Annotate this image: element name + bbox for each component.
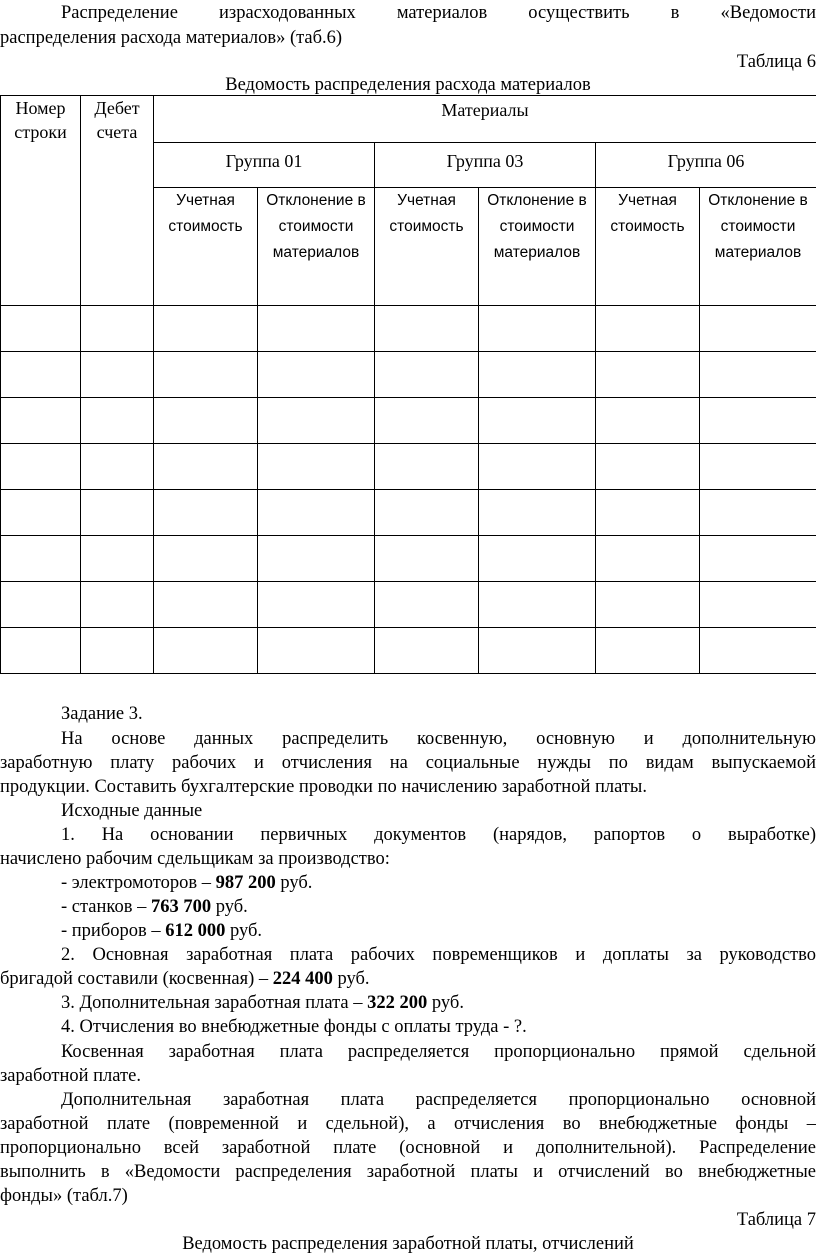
table-cell [81, 444, 154, 490]
table6-title: Ведомость распределения расхода материалов [225, 75, 591, 95]
header-group-01: Группа 01 [154, 143, 375, 188]
task3-heading: Задание 3. [61, 704, 143, 724]
table-cell [1, 306, 81, 352]
table-cell [81, 628, 154, 674]
devices-currency: руб. [225, 921, 263, 941]
task3-item2-line2 [0, 968, 816, 991]
table-cell [81, 582, 154, 628]
table-cell [596, 352, 700, 398]
task3-item1-line1: 1. На основании первичных документов (нарядов, рапортов о выработке) [61, 825, 816, 845]
table-cell [154, 490, 258, 536]
item3-value: 322 200 [367, 993, 428, 1013]
table-cell [154, 352, 258, 398]
table-cell [81, 398, 154, 444]
devices-label: - приборов – [61, 921, 166, 941]
table-row [1, 306, 816, 352]
header-group-03: Группа 03 [375, 143, 596, 188]
table-body [1, 306, 816, 674]
task3-p1-line2: заработную плату рабочих и отчисления на социальные нужды по видам выпускаемой [0, 753, 816, 773]
table-cell [258, 582, 375, 628]
table-cell [375, 490, 479, 536]
table-cell [596, 490, 700, 536]
table-cell [375, 398, 479, 444]
table-cell [700, 306, 816, 352]
table-cell [479, 444, 596, 490]
task3-item4: 4. Отчисления во внебюджетные фонды с оплаты труда - ?. [61, 1017, 527, 1037]
table-cell [154, 444, 258, 490]
header-cost-06: Учетная стоимость [596, 188, 700, 306]
table-cell [258, 398, 375, 444]
motors-currency: руб. [275, 873, 313, 893]
table-cell [700, 352, 816, 398]
devices-value: 612 000 [165, 921, 226, 941]
item3-label: 3. Дополнительная заработная плата – [61, 993, 368, 1013]
table-cell [258, 490, 375, 536]
task3-p2-line2: заработной плате. [0, 1066, 141, 1086]
machines-line [0, 896, 816, 919]
table-cell [375, 536, 479, 582]
table-cell [258, 444, 375, 490]
table-cell [700, 398, 816, 444]
task3-item1-line2: начислено рабочим сдельщикам за производство: [0, 849, 390, 869]
table-row [1, 582, 816, 628]
task3-p3-line1: Дополнительная заработная плата распределяется пропорционально основной [61, 1090, 816, 1110]
header-row-number: Номер строки [1, 96, 81, 306]
materials-distribution-table [0, 95, 816, 674]
table-row [1, 352, 816, 398]
task3-p2-line1: Косвенная заработная плата распределяется пропорционально прямой сдельной [61, 1042, 816, 1062]
table-cell [1, 582, 81, 628]
table7-title: Ведомость распределения заработной платы, отчислений [182, 1234, 634, 1254]
header-group-06: Группа 06 [596, 143, 816, 188]
intro-line-2: распределения расхода материалов» (таб.6) [0, 28, 343, 48]
header-materials: Материалы [154, 96, 816, 143]
table-cell [700, 490, 816, 536]
table-cell [154, 306, 258, 352]
task3-p3-line2: заработной плате (повременной и сдельной), а отчисления во внебюджетные фонды – [0, 1114, 816, 1134]
table-cell [596, 306, 700, 352]
table-cell [375, 582, 479, 628]
table-cell [700, 536, 816, 582]
header-deviation-03: Отклонение в стоимости материалов [479, 188, 596, 306]
table-cell [1, 352, 81, 398]
table-cell [1, 490, 81, 536]
table-cell [81, 536, 154, 582]
table-row [1, 398, 816, 444]
table-row [1, 536, 816, 582]
table-cell [81, 306, 154, 352]
motors-value: 987 200 [215, 873, 276, 893]
table-cell [258, 628, 375, 674]
table-cell [700, 582, 816, 628]
item2-currency: руб. [332, 969, 370, 989]
task3-p1-line1: На основе данных распределить косвенную, основную и дополнительную [61, 729, 816, 749]
table-cell [596, 444, 700, 490]
table-cell [596, 582, 700, 628]
task3-p1-line3: продукции. Составить бухгалтерские проводки по начислению заработной платы. [0, 777, 647, 797]
table-cell [154, 398, 258, 444]
table-cell [258, 352, 375, 398]
table-cell [375, 352, 479, 398]
table-row [1, 490, 816, 536]
motors-label: - электромоторов – [61, 873, 216, 893]
item2-value: 224 400 [272, 969, 333, 989]
table-cell [596, 628, 700, 674]
table-cell [700, 444, 816, 490]
devices-line [0, 920, 816, 943]
table-cell [596, 536, 700, 582]
task3-item3 [0, 992, 816, 1015]
item3-currency: руб. [427, 993, 464, 1013]
table-cell [479, 582, 596, 628]
table-cell [1, 628, 81, 674]
machines-currency: руб. [211, 897, 248, 917]
table-cell [258, 536, 375, 582]
task3-source: Исходные данные [61, 801, 203, 821]
table-cell [700, 628, 816, 674]
header-cost-03: Учетная стоимость [375, 188, 479, 306]
table-cell [1, 444, 81, 490]
table-cell [81, 490, 154, 536]
header-debit-account: Дебет счета [81, 96, 154, 306]
item2-label: бригадой составили (косвенная) – [0, 969, 273, 989]
table-cell [154, 582, 258, 628]
table-cell [154, 628, 258, 674]
table-cell [479, 398, 596, 444]
table-row [1, 628, 816, 674]
table-cell [1, 398, 81, 444]
task3-p3-line3: пропорционально всей заработной плате (основной и дополнительной). Распределение [0, 1138, 816, 1158]
motors-line [0, 872, 816, 895]
table-cell [375, 628, 479, 674]
task3-item2-line1: 2. Основная заработная плата рабочих повременщиков и доплаты за руководство [61, 945, 816, 965]
table-cell [479, 536, 596, 582]
table-cell [375, 444, 479, 490]
table-row [1, 444, 816, 490]
machines-label: - станков – [61, 897, 151, 917]
table-cell [479, 490, 596, 536]
header-deviation-01: Отклонение в стоимости материалов [258, 188, 375, 306]
table-cell [479, 628, 596, 674]
table-cell [81, 352, 154, 398]
machines-value: 763 700 [150, 897, 212, 917]
table7-label: Таблица 7 [736, 1210, 816, 1230]
table-cell [479, 306, 596, 352]
header-cost-01: Учетная стоимость [154, 188, 258, 306]
table6-label: Таблица 6 [736, 52, 816, 72]
task3-p3-line5: фонды» (табл.7) [0, 1186, 128, 1206]
table-cell [479, 352, 596, 398]
table-cell [154, 536, 258, 582]
table-cell [596, 398, 700, 444]
intro-line-1: Распределение израсходованных материалов осуществить в «Ведомости [61, 3, 816, 23]
table-cell [1, 536, 81, 582]
table-cell [375, 306, 479, 352]
header-deviation-06: Отклонение в стоимости материалов [700, 188, 816, 306]
table-cell [258, 306, 375, 352]
task3-p3-line4: выполнить в «Ведомости распределения заработной платы и отчислений во внебюджетные [0, 1162, 816, 1182]
